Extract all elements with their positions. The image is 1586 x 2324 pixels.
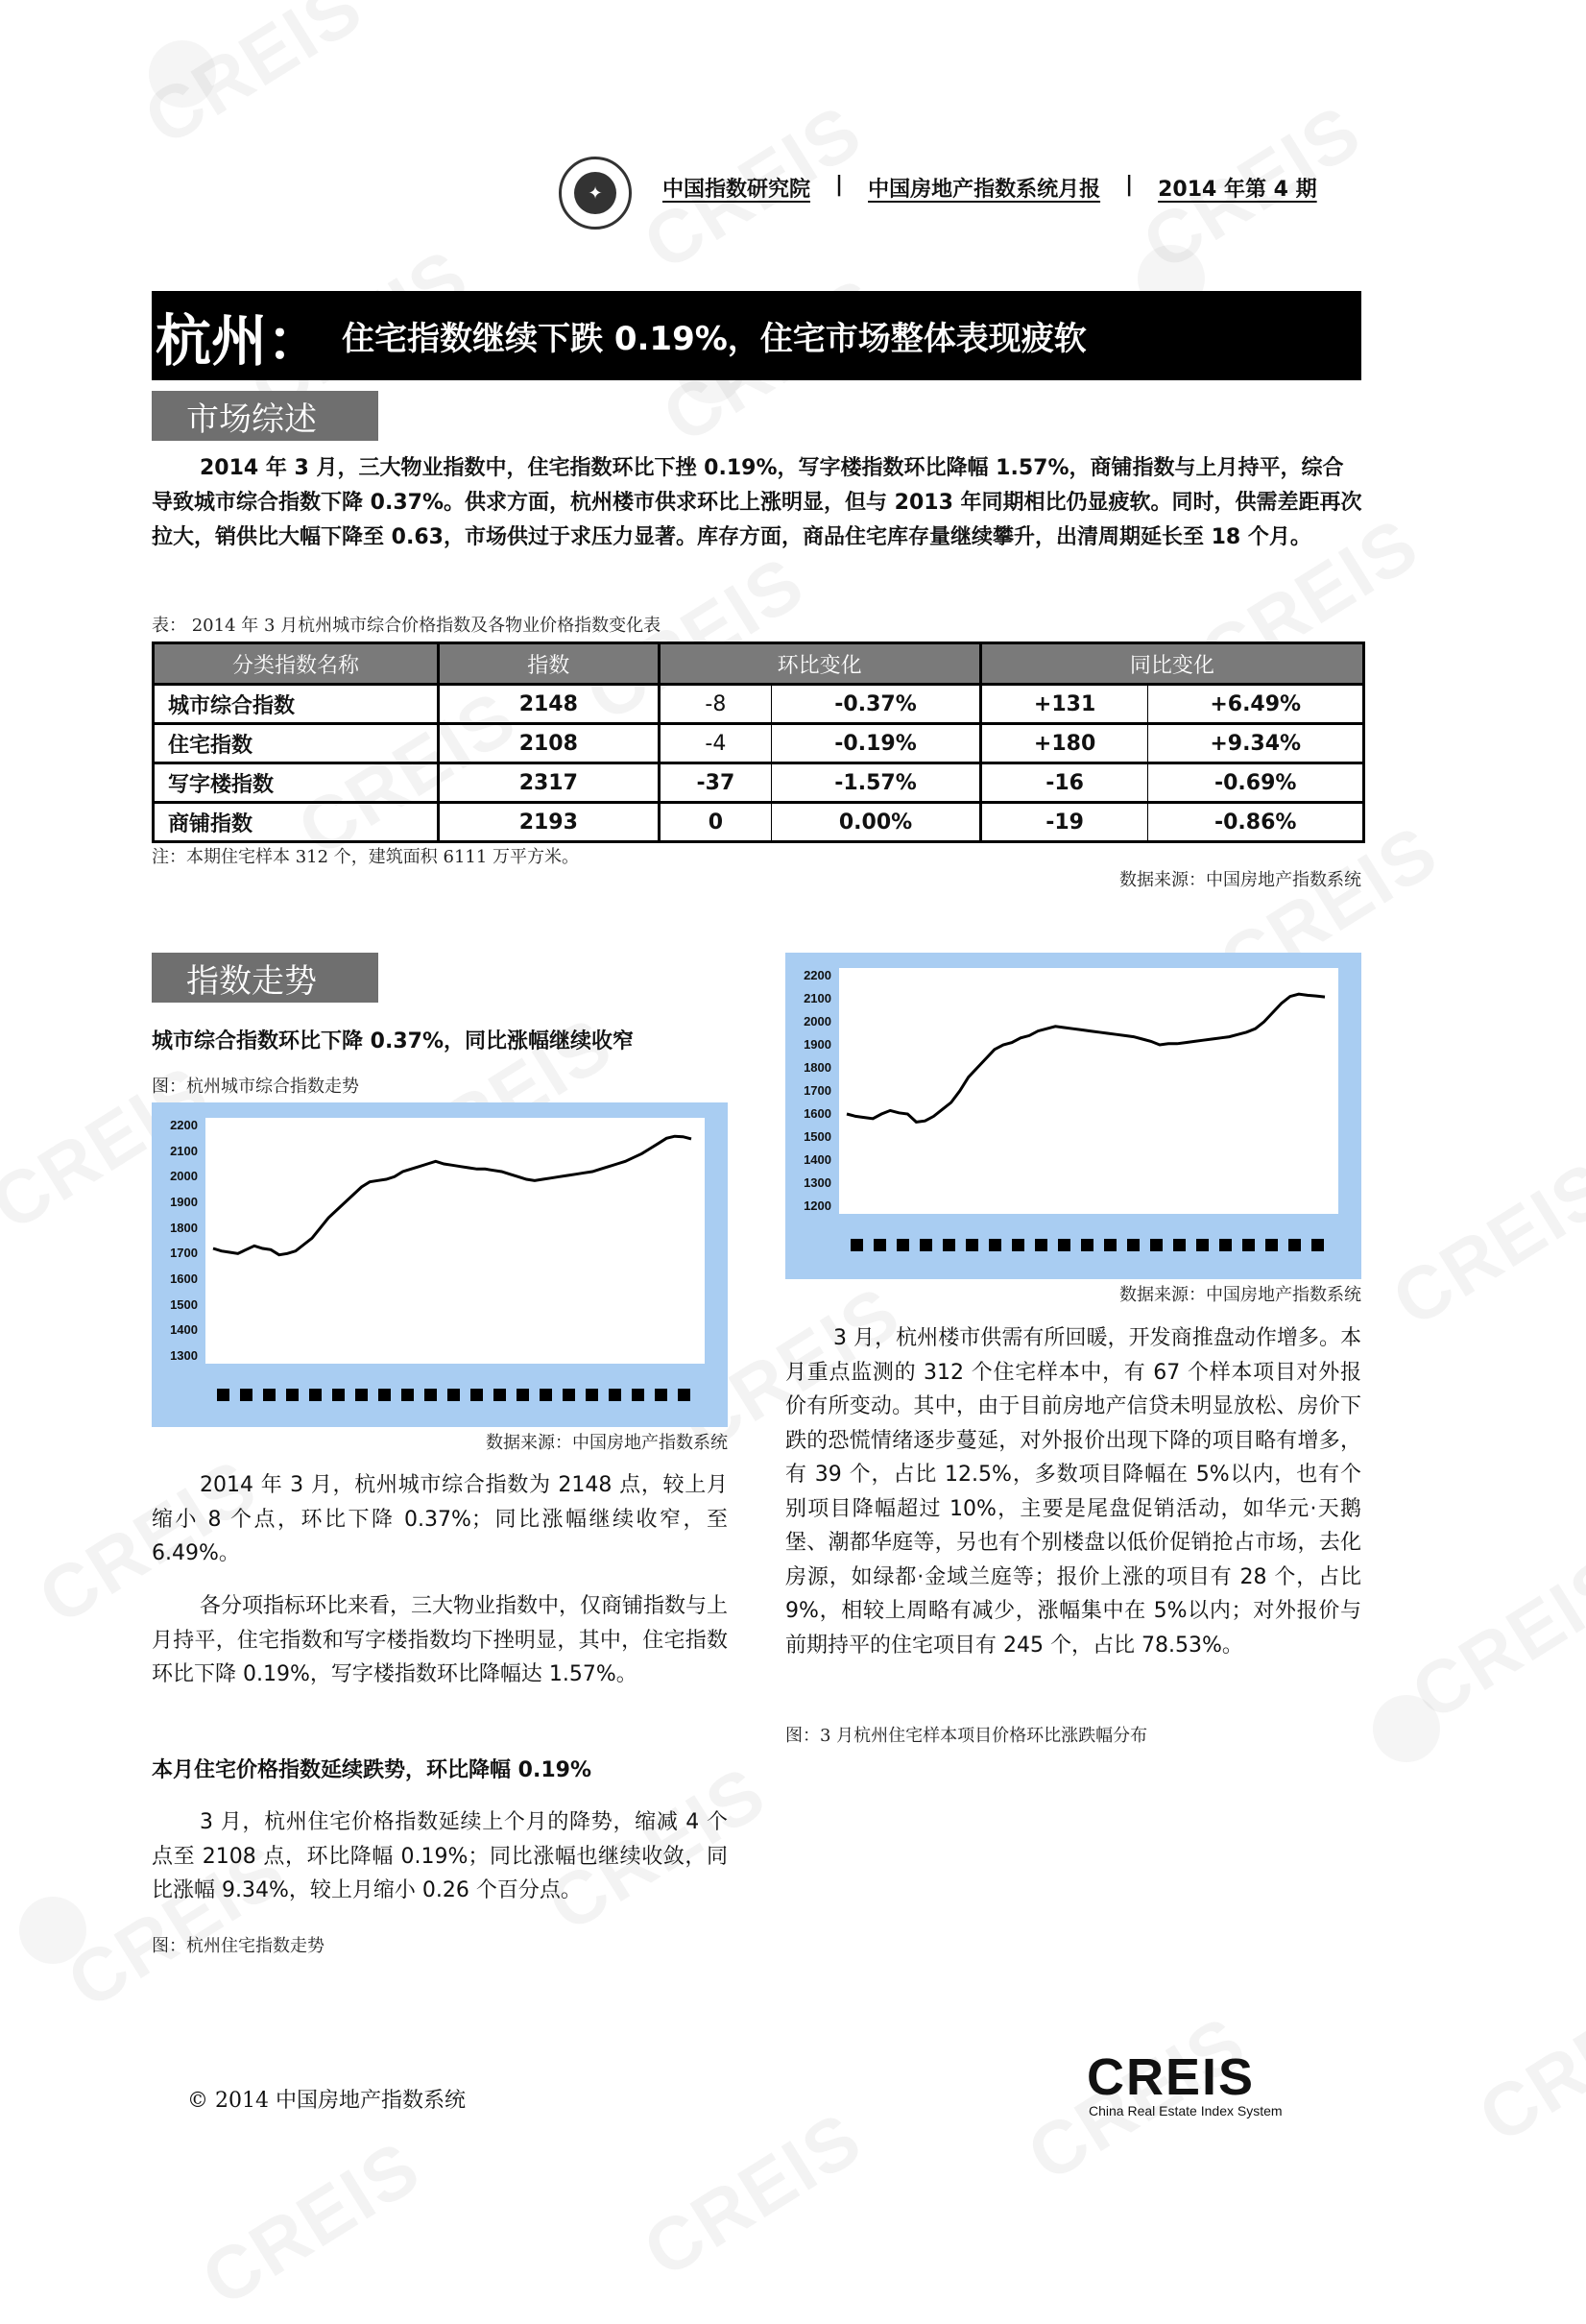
x-tick-marker (470, 1389, 483, 1401)
table-cell: -8 (659, 685, 772, 724)
right-paragraph: 3 月，杭州楼市供需有所回暖，开发商推盘动作增多。本月重点监测的 312 个住宅样本中，有 67 个样本项目对外报价有所变动。其中，由于目前房地产信贷未明显放松、房价下跌的恐慌情绪逐步蔓延，对外报价出现下降的项目略有增多，有 39 个，占比 12.5%，多数项目降幅在 5%以内，也有个别项目降幅超过 10%，主要是尾盘促销活动，如华元·天鹅堡、潮都华庭等，另也有个别楼盘以低价促销抢占市场，去化房源，如绿都·金域兰庭等；报价上涨的项目有 28 个，占比 9%，相较上周略有减少，涨幅集中在 5%以内；对外报价与前期持平的住宅项目有 245 个，占比 78.53%。 (785, 1326, 1361, 1658)
table-cell: 2193 (439, 803, 659, 842)
section-trend-label: 指数走势 (152, 953, 378, 1003)
x-tick-marker (240, 1389, 252, 1401)
table-cell: -0.37% (772, 685, 981, 724)
table-row (154, 685, 1364, 724)
institute-seal-logo (559, 157, 632, 230)
y-tick-label: 1700 (804, 1083, 831, 1098)
x-tick-marker (966, 1239, 978, 1251)
table-caption: 表： 2014 年 3 月杭州城市综合价格指数及各物业价格指数变化表 (152, 616, 661, 636)
table-row (154, 763, 1364, 803)
x-tick-marker (1265, 1239, 1278, 1251)
y-tick-label: 1900 (804, 1037, 831, 1052)
x-tick-marker (263, 1389, 276, 1401)
table-cell: -0.19% (772, 724, 981, 763)
table-header-cell: 环比变化 (659, 643, 980, 685)
y-tick-label: 1500 (804, 1129, 831, 1144)
residential-index-line-svg (839, 968, 1338, 1214)
table-cell: +6.49% (1148, 685, 1364, 724)
chart-plot-area (839, 968, 1338, 1214)
table-cell: 0 (659, 803, 772, 842)
creis-logo: CREIS (1087, 2048, 1256, 2106)
x-tick-marker (563, 1389, 575, 1401)
x-tick-marker (217, 1389, 229, 1401)
table-cell: 2148 (439, 685, 659, 724)
x-tick-marker (1035, 1239, 1047, 1251)
table-cell: -37 (659, 763, 772, 803)
table-cell: +9.34% (1148, 724, 1364, 763)
header-report: 中国房地产指数系统月报 (868, 178, 1101, 202)
table-header-cell: 分类指数名称 (154, 643, 439, 685)
y-tick-label: 1800 (804, 1060, 831, 1075)
x-tick-marker (517, 1389, 529, 1401)
table-row (154, 803, 1364, 842)
x-tick-marker (1081, 1239, 1093, 1251)
table-header-cell: 同比变化 (980, 643, 1363, 685)
x-tick-marker (1127, 1239, 1140, 1251)
table-cell: -0.86% (1148, 803, 1364, 842)
y-tick-label: 1600 (170, 1271, 198, 1286)
header-issue: 2014 年第 4 期 (1158, 178, 1317, 202)
report-header (662, 173, 1317, 203)
figure-source-residential: 数据来源：中国房地产指数系统 (1119, 1285, 1361, 1305)
title-city: 杭州： (156, 307, 324, 374)
x-tick-marker (1012, 1239, 1024, 1251)
section-overview-label: 市场综述 (152, 391, 378, 441)
x-tick-marker (286, 1389, 299, 1401)
figure-caption-residential: 图：杭州住宅指数走势 (152, 1936, 324, 1956)
x-tick-marker (989, 1239, 1001, 1251)
x-tick-marker (378, 1389, 391, 1401)
x-tick-marker (1311, 1239, 1324, 1251)
article-title-bar (152, 291, 1361, 380)
x-tick-marker (632, 1389, 644, 1401)
x-tick-marker (424, 1389, 437, 1401)
y-tick-label: 2100 (804, 991, 831, 1005)
composite-index-line-svg (205, 1118, 705, 1364)
table-header-cell: 指数 (439, 643, 659, 685)
x-tick-marker (920, 1239, 932, 1251)
table-header-row (154, 643, 1364, 685)
table-note: 注：本期住宅样本 312 个，建筑面积 6111 万平方米。 (152, 847, 580, 867)
composite-index-chart (152, 1102, 728, 1427)
y-tick-label: 1500 (170, 1296, 198, 1312)
y-tick-label: 1300 (170, 1348, 198, 1363)
table-cell: 写字楼指数 (154, 763, 439, 803)
table-cell: -1.57% (772, 763, 981, 803)
y-tick-label: 2000 (804, 1014, 831, 1029)
left-heading-residential: 本月住宅价格指数延续跌势，环比降幅 0.19% (152, 1758, 591, 1782)
x-tick-marker (586, 1389, 598, 1401)
y-tick-label: 2000 (170, 1169, 198, 1184)
chart-plot-area (205, 1118, 705, 1364)
table-cell: -19 (980, 803, 1148, 842)
table-cell: -4 (659, 724, 772, 763)
creis-logo-subtitle: China Real Estate Index System (1089, 2103, 1283, 2118)
index-change-table (152, 642, 1365, 843)
header-divider: | (835, 173, 844, 197)
x-tick-marker (355, 1389, 368, 1401)
left-paragraph-3: 3 月，杭州住宅价格指数延续上个月的降势，缩减 4 个点至 2108 点，环比降幅 0.19%；同比涨幅也继续收敛，同比涨幅 9.34%，较上月缩小 0.26 个百分点。 (152, 1810, 728, 1902)
table-cell: 2317 (439, 763, 659, 803)
residential-index-chart (785, 953, 1361, 1279)
y-tick-label: 1600 (804, 1106, 831, 1121)
x-tick-marker (1196, 1239, 1209, 1251)
table-cell: -16 (980, 763, 1148, 803)
table-row (154, 724, 1364, 763)
x-tick-marker (851, 1239, 863, 1251)
x-tick-marker (1058, 1239, 1070, 1251)
x-tick-marker (897, 1239, 909, 1251)
x-tick-marker (1173, 1239, 1186, 1251)
x-tick-marker (655, 1389, 667, 1401)
table-cell: 0.00% (772, 803, 981, 842)
x-tick-marker (943, 1239, 955, 1251)
seal-center: ✦ (574, 172, 616, 214)
x-tick-marker (1288, 1239, 1301, 1251)
x-tick-marker (609, 1389, 621, 1401)
table-cell: -0.69% (1148, 763, 1364, 803)
x-tick-marker (401, 1389, 414, 1401)
header-divider: | (1125, 173, 1134, 197)
figure-caption-distribution: 图：3 月杭州住宅样本项目价格环比涨跌幅分布 (785, 1726, 1148, 1746)
y-tick-label: 1400 (170, 1322, 198, 1338)
table-cell: 城市综合指数 (154, 685, 439, 724)
y-tick-label: 2200 (170, 1118, 198, 1132)
x-tick-marker (1219, 1239, 1232, 1251)
x-tick-marker (1104, 1239, 1117, 1251)
left-paragraph-1: 2014 年 3 月，杭州城市综合指数为 2148 点，较上月缩小 8 个点，环比下降 0.37%；同比涨幅继续收窄，至 6.49%。 (152, 1473, 728, 1565)
left-paragraph-2: 各分项指标环比来看，三大物业指数中，仅商铺指数与上月持平，住宅指数和写字楼指数均下挫明显，其中，住宅指数环比下降 0.19%，写字楼指数环比降幅达 1.57%。 (152, 1594, 729, 1686)
y-tick-label: 1300 (804, 1175, 831, 1190)
footer-copyright: © 2014 中国房地产指数系统 (187, 2089, 466, 2113)
series-line (213, 1136, 691, 1255)
y-tick-label: 2100 (170, 1143, 198, 1158)
x-tick-marker (874, 1239, 886, 1251)
table-cell: +131 (980, 685, 1148, 724)
title-subtitle: 住宅指数继续下跌 0.19%，住宅市场整体表现疲软 (342, 320, 1087, 358)
y-tick-label: 1800 (170, 1220, 198, 1235)
left-heading-composite: 城市综合指数环比下降 0.37%，同比涨幅继续收窄 (152, 1029, 634, 1053)
y-tick-label: 2200 (804, 968, 831, 982)
table-cell: +180 (980, 724, 1148, 763)
x-tick-marker (447, 1389, 460, 1401)
figure-caption-composite: 图：杭州城市综合指数走势 (152, 1077, 359, 1097)
table-cell: 住宅指数 (154, 724, 439, 763)
y-tick-label: 1700 (170, 1246, 198, 1261)
x-tick-marker (1242, 1239, 1255, 1251)
overview-paragraph: 2014 年 3 月，三大物业指数中，住宅指数环比下挫 0.19%，写字楼指数环比降幅 1.57%，商铺指数与上月持平，综合导致城市综合指数下降 0.37%。供求方面，杭州楼市供求环比上涨明显，但与 2013 年同期相比仍显疲软。同时，供需差距再次拉大，销供比大幅下降至 0.63，市场供过于求压力显著。库存方面，商品住宅库存量继续攀升，出清周期延长至 18 个月。 (152, 456, 1362, 549)
x-tick-marker (1150, 1239, 1163, 1251)
x-tick-marker (540, 1389, 552, 1401)
header-org: 中国指数研究院 (662, 178, 811, 202)
y-tick-label: 1900 (170, 1195, 198, 1209)
y-tick-label: 1200 (804, 1198, 831, 1213)
figure-source-composite: 数据来源：中国房地产指数系统 (486, 1433, 728, 1453)
series-line (847, 994, 1325, 1122)
table-cell: 商铺指数 (154, 803, 439, 842)
y-tick-label: 1400 (804, 1152, 831, 1167)
table-cell: 2108 (439, 724, 659, 763)
x-tick-marker (309, 1389, 322, 1401)
table-source: 数据来源：中国房地产指数系统 (1119, 870, 1361, 890)
x-tick-marker (332, 1389, 345, 1401)
x-tick-marker (678, 1389, 690, 1401)
x-tick-marker (493, 1389, 506, 1401)
